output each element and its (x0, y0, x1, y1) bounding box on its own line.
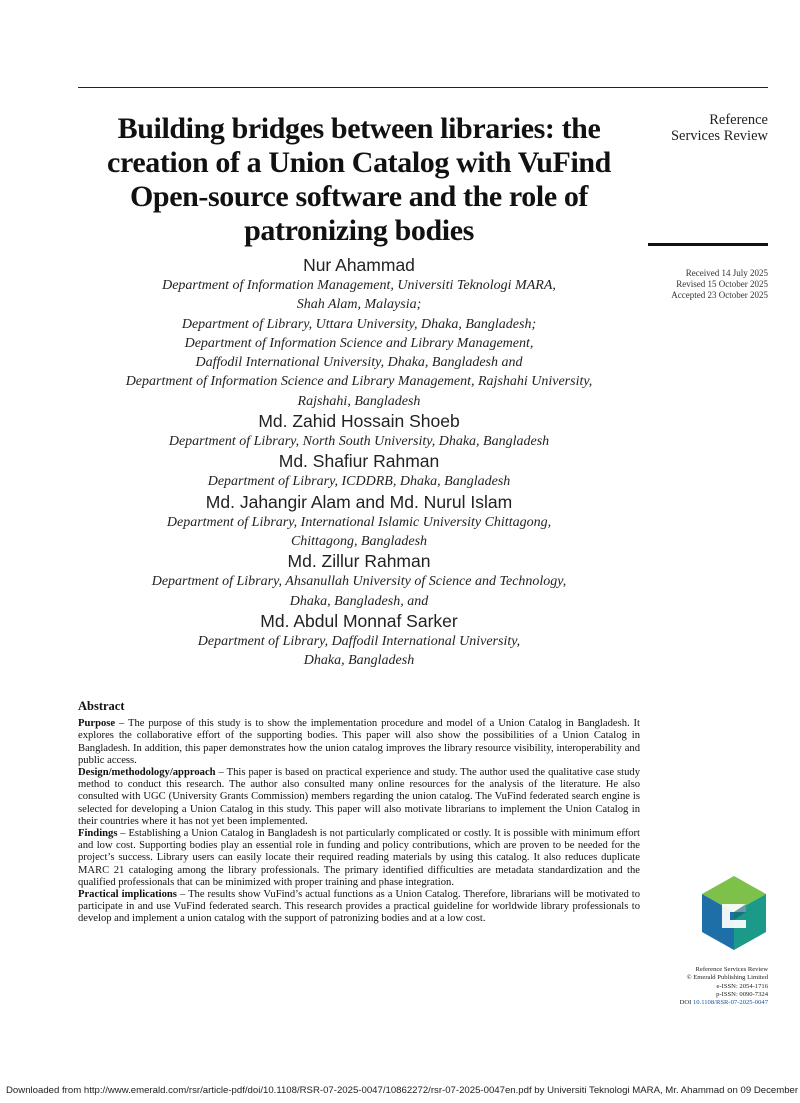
author-name: Md. Shafiur Rahman (278, 451, 440, 472)
abstract-purpose (78, 718, 640, 767)
affiliation-line: Dhaka, Bangladesh (303, 653, 415, 669)
abstract-section-label: Findings (78, 828, 118, 840)
doi-label: DOI (679, 999, 692, 1007)
abstract-findings (78, 828, 640, 889)
journal-name (648, 112, 768, 144)
abstract-section-text: – The results show VuFind’s actual functions as a Union Catalog. Therefore, librarians will be motivated to participate in and use VuFind federated search. This research provides a practical guideline for worldwide library professionals to develop and implement a union catalog with the support of patronizing bodies and at a low cost. (78, 889, 641, 925)
affiliation-line: Shah Alam, Malaysia; (296, 297, 422, 313)
affiliation-line: Daffodil International University, Dhaka, Bangladesh and (195, 355, 523, 371)
abstract-section-label: Purpose (78, 718, 116, 730)
abstract-section-label: Design/methodology/approach (78, 767, 216, 779)
affiliation-line: Department of Library, International Islamic University Chittagong, (166, 514, 552, 530)
accepted-date: Accepted 23 October 2025 (671, 290, 768, 300)
journal-name-line-1: Reference (709, 112, 768, 128)
doi-link[interactable]: 10.1108/RSR-07-2025-0047 (692, 999, 768, 1007)
affiliation-line: Chittagong, Bangladesh (290, 533, 428, 549)
top-rule (78, 87, 768, 88)
pubinfo-copyright: © Emerald Publishing Limited (686, 974, 768, 982)
revised-date: Revised 15 October 2025 (676, 279, 768, 289)
affiliation-line: Rajshahi, Bangladesh (297, 393, 421, 409)
abstract-section-text: – Establishing a Union Catalog in Bangladesh is not particularly complicated or costly. It is possible with minimum effort and low cost. Supporting bodies play an essential role in funding and policy contributions, which are proven to be needed for the project’s success. Library users can easily locate their required reading materials by using this catalog. It also reduces duplicate MARC 21 cataloging among the library professionals. The primary identified difficulties are metadata standardization and the qualified professionals that can be minimized with proper training and phase integration. (78, 828, 640, 888)
pubinfo-doi (648, 999, 768, 1007)
abstract-practical-implications (78, 889, 640, 926)
author-affiliation (78, 472, 640, 491)
affiliation-line: Department of Information Science and Library Management, Rajshahi University, (125, 374, 593, 390)
affiliation-line: Department of Library, Ahsanullah University of Science and Technology, (151, 574, 567, 590)
article-title: Building bridges between libraries: the creation of a Union Catalog with VuFind Open-source software and the role of patronizing bodies (107, 112, 611, 247)
received-date: Received 14 July 2025 (685, 268, 768, 278)
publication-info (648, 966, 768, 1007)
affiliation-line: Department of Library, ICDDRB, Dhaka, Bangladesh (207, 474, 511, 490)
affiliation-line: Department of Library, North South University, Dhaka, Bangladesh (168, 434, 550, 450)
author-name: Nur Ahammad (303, 255, 415, 275)
abstract-section-text: – This paper is based on practical experience and study. The author used the qualitative case study method to conduct this research. The author also consulted many online resources for the analysis of the literature. He also consulted with UGC (University Grants Commission) members regarding the union catalog. The VuFind federated search engine is selected for developing a Union Catalog in this study. This paper will also motivate librarians to implement the Union Catalog in their countries where it has not yet been implemented. (78, 767, 640, 827)
pubinfo-eissn: e-ISSN: 2054-1716 (716, 982, 768, 990)
affiliation-line: Dhaka, Bangladesh, and (289, 593, 429, 609)
author-name: Md. Abdul Monnaf Sarker (260, 610, 458, 631)
abstract-design (78, 767, 640, 828)
author-name: Md. Zillur Rahman (287, 551, 431, 572)
download-footer: Downloaded from http://www.emerald.com/rsr/article-pdf/doi/10.1108/RSR-07-2025-0047/10862272/rsr-07-2025-0047en.pdf by Universiti Teknologi MARA, Mr. Ahammad on 09 December (6, 1085, 799, 1096)
abstract-heading: Abstract (78, 699, 125, 713)
journal-name-line-2: Services Review (670, 128, 768, 144)
author-affiliation (78, 632, 640, 671)
affiliation-line: Department of Information Management, Universiti Teknologi MARA, (162, 278, 556, 293)
abstract (78, 700, 640, 926)
emerald-publishing-logo-icon (700, 874, 768, 952)
side-rule (648, 243, 768, 246)
article-dates (648, 268, 768, 301)
abstract-section-text: – The purpose of this study is to show the implementation procedure and model of a Union Catalog in Bangladesh. It explores the collaborative effort of the supporting bodies. This paper will also show the possibilities of a Union Catalog in Bangladesh. In addition, this paper demonstrates how the union catalog improves the library resource visibility, interoperability and public access. (78, 718, 640, 766)
abstract-section-label: Practical implications (78, 889, 177, 901)
affiliation-line: Department of Information Science and Library Management, (184, 335, 534, 351)
pubinfo-journal: Reference Services Review (695, 966, 768, 973)
pubinfo-pissn: p-ISSN: 0090-7324 (716, 990, 768, 998)
author-affiliation (78, 513, 640, 552)
author-affiliation (78, 572, 640, 611)
author-affiliation (78, 276, 640, 411)
author-name: Md. Jahangir Alam and Md. Nurul Islam (205, 491, 513, 512)
author-list (78, 255, 640, 670)
author-affiliation (78, 432, 640, 451)
affiliation-line: Department of Library, Daffodil International University, (197, 633, 521, 649)
author-name: Md. Zahid Hossain Shoeb (258, 411, 460, 432)
affiliation-line: Department of Library, Uttara University, Dhaka, Bangladesh; (181, 316, 537, 332)
